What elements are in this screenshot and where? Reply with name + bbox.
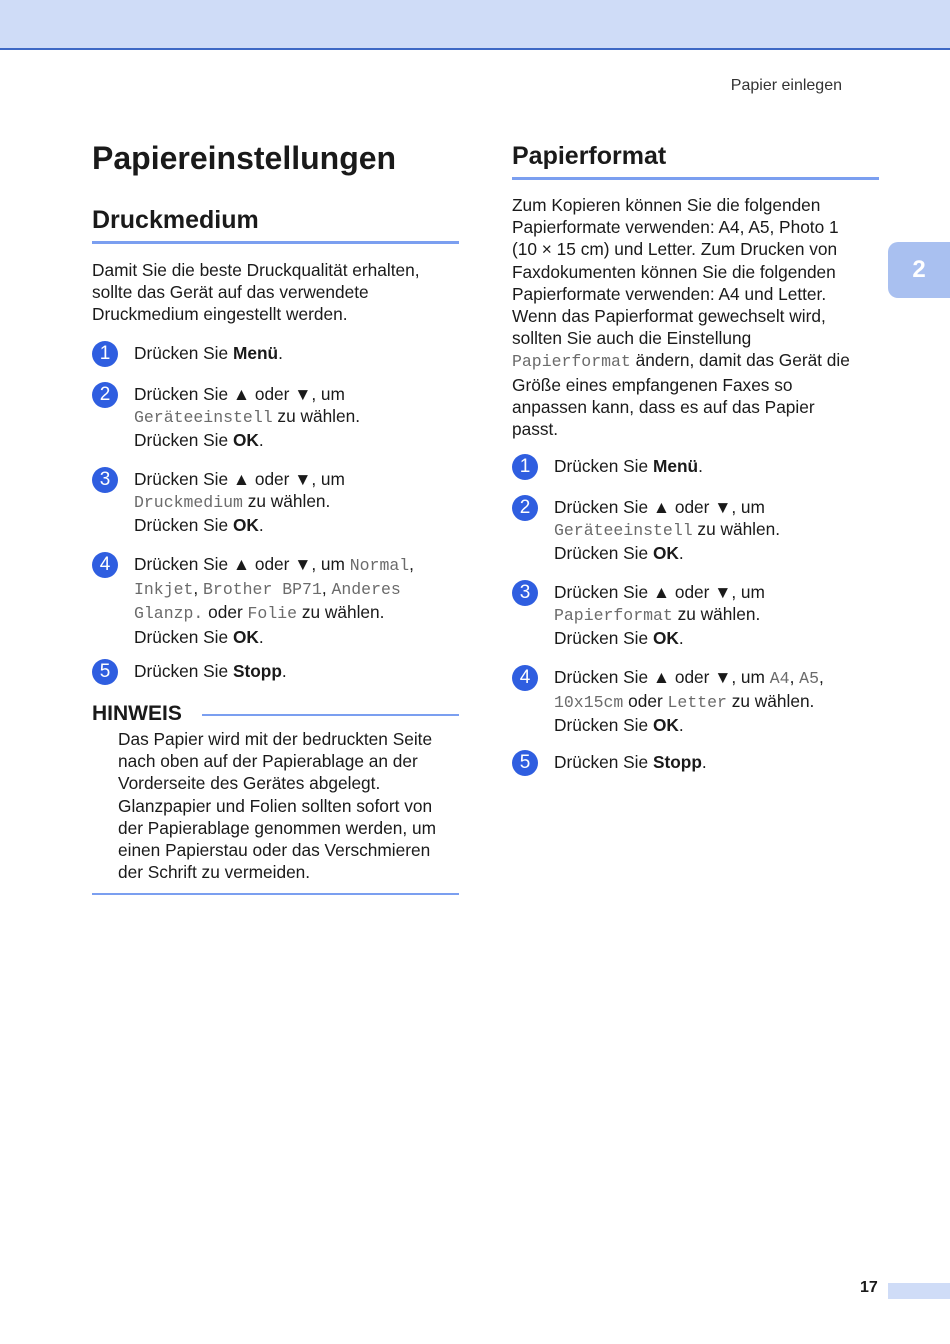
section-title-druckmedium: Druckmedium <box>92 206 259 234</box>
note-body: Das Papier wird mit der bedruckten Seite nach oben auf der Papierablage an der Vorderseite des Gerätes abgelegt. Glanzpapier und Folien sollten sofort von der Papierablage genommen werden, um einen Papierstau oder das Verschmieren der Schrift zu vermeiden. <box>118 729 436 883</box>
section-rule <box>512 177 879 180</box>
step-number-badge: 3 <box>92 467 118 493</box>
running-head: Papier einlegen <box>730 77 842 94</box>
step-number-badge: 1 <box>512 454 538 480</box>
step-text: Drücken Sie Menü. <box>554 456 703 476</box>
step-text: Drücken Sie ▲ oder ▼, um Papierformat zu wählen. Drücken Sie OK. <box>554 582 765 649</box>
step-text: Drücken Sie Menü. <box>134 343 283 363</box>
page-number-bar <box>888 1283 950 1299</box>
step-text: Drücken Sie ▲ oder ▼, um Druckmedium zu wählen. Drücken Sie OK. <box>134 469 345 536</box>
step-number-badge: 4 <box>92 552 118 578</box>
step-number-badge: 5 <box>512 750 538 776</box>
note-divider <box>202 714 459 716</box>
step-text: Drücken Sie ▲ oder ▼, um Geräteeinstell zu wählen. Drücken Sie OK. <box>134 384 361 451</box>
header-bar <box>0 0 950 50</box>
chapter-tab: 2 <box>888 242 950 298</box>
step-text: Drücken Sie ▲ oder ▼, um Normal, Inkjet, Brother BP71, Anderes Glanzp. oder Folie zu wählen. Drücken Sie OK. <box>134 554 414 647</box>
step-number-badge: 3 <box>512 580 538 606</box>
step-number-badge: 4 <box>512 665 538 691</box>
note-title: HINWEIS <box>92 702 182 725</box>
note-bottom-rule <box>92 893 459 895</box>
step-number-badge: 2 <box>512 495 538 521</box>
section-title-papierformat: Papierformat <box>512 142 667 170</box>
step-number-badge: 5 <box>92 659 118 685</box>
step-number-badge: 2 <box>92 382 118 408</box>
section-rule <box>92 241 459 244</box>
step-text: Drücken Sie ▲ oder ▼, um A4, A5, 10x15cm oder Letter zu wählen. Drücken Sie OK. <box>554 667 824 736</box>
step-number-badge: 1 <box>92 341 118 367</box>
intro-paragraph: Zum Kopieren können Sie die folgenden Papierformate verwenden: A4, A5, Photo 1 (10 × 15 cm) und Letter. Zum Drucken von Faxdokumenten können Sie die folgenden Papierformate verwenden: A4 und Letter. Wenn das Papierformat gewechselt wird, sollten Sie auch die Einstellung Papierformat ändern, damit das Gerät die Größe eines empfangenen Faxes so anpassen kann, dass es auf das Papier passt. <box>512 195 850 440</box>
intro-paragraph: Damit Sie die beste Druckqualität erhalten, sollte das Gerät auf das verwendete Druckmedium eingestellt werden. <box>92 260 420 325</box>
step-text: Drücken Sie ▲ oder ▼, um Geräteeinstell zu wählen. Drücken Sie OK. <box>554 497 781 564</box>
step-text: Drücken Sie Stopp. <box>554 752 707 772</box>
step-text: Drücken Sie Stopp. <box>134 661 287 681</box>
page-title: Papiereinstellungen <box>92 140 397 176</box>
page-number: 17 <box>860 1279 878 1296</box>
